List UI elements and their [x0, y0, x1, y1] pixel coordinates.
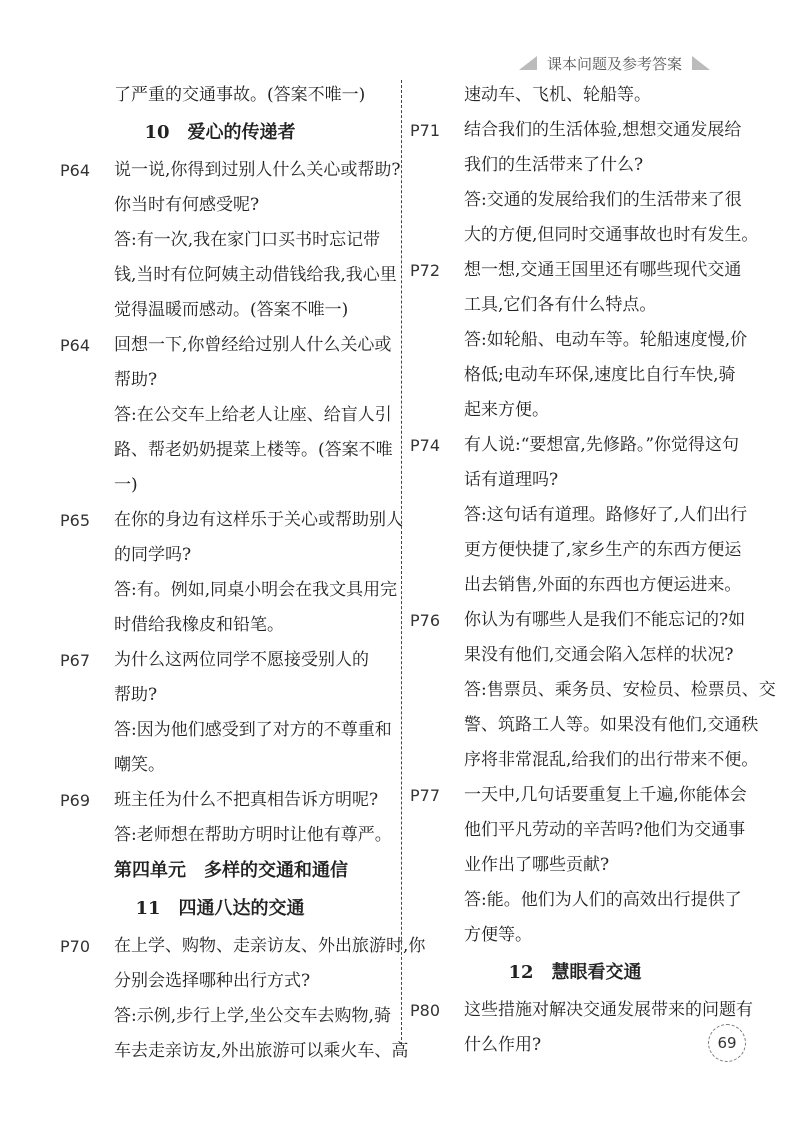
answer-line: 答:示例,步行上学,坐公交车去购物,骑: [114, 1006, 391, 1026]
answer-line: 答:如轮船、电动车等。轮船速度慢,价: [464, 330, 748, 350]
question-text: 在你的身边有这样乐于关心或帮助别人: [114, 510, 403, 530]
page-ref: P65: [60, 511, 91, 530]
question-text: 一天中,几句话要重复上千遍,你能体会: [464, 785, 747, 805]
answer-line: 方便等。: [464, 925, 532, 945]
question-line: [60, 503, 403, 538]
answer-line: 觉得温暖而感动。(答案不唯一): [114, 300, 349, 320]
page-ref: P72: [410, 261, 441, 280]
question-line: [60, 929, 426, 964]
question-line: [410, 778, 747, 813]
question-line: [60, 153, 401, 188]
question-line: 你当时有何感受呢?: [114, 195, 260, 215]
answer-line: 路、帮老奶奶提菜上楼等。(答案不唯: [114, 440, 393, 460]
page-ref: P71: [410, 121, 441, 140]
question-text: 在上学、购物、走亲访友、外出旅游时,你: [114, 936, 426, 956]
lesson-10-heading: 10 爱心的传递者: [144, 122, 296, 143]
page-ref: P80: [410, 1001, 441, 1020]
answer-line: 答:因为他们感受到了对方的不尊重和: [114, 720, 392, 740]
page-ref: P69: [60, 791, 91, 810]
page-ref: P64: [60, 161, 91, 180]
question-line: 的同学吗?: [114, 545, 192, 565]
answer-line: 格低;电动车环保,速度比自行车快,骑: [464, 365, 736, 385]
answer-line: 序将非常混乱,给我们的出行带来不便。: [464, 750, 759, 770]
question-line: [410, 428, 740, 463]
page-header: [519, 50, 710, 76]
header-title: 课本问题及参考答案: [546, 54, 682, 73]
question-line: 帮助?: [114, 685, 158, 705]
answer-line: 钱,当时有位阿姨主动借钱给我,我心里: [114, 265, 397, 285]
question-line: [60, 328, 392, 363]
answer-line: 时借给我橡皮和铅笔。: [114, 615, 284, 635]
question-text: 说一说,你得到过别人什么关心或帮助?: [114, 160, 401, 180]
header-left-triangle-icon: [519, 56, 537, 70]
question-line: 业作出了哪些贡献?: [464, 855, 610, 875]
question-line: 帮助?: [114, 370, 158, 390]
answer-line: 答:能。他们为人们的高效出行提供了: [464, 890, 742, 910]
page-number-badge: [708, 1024, 746, 1062]
question-text: 结合我们的生活体验,想想交通发展给: [464, 120, 742, 140]
answer-line: 答:售票员、乘务员、安检员、检票员、交: [464, 680, 776, 700]
answer-line: 大的方便,但同时交通事故也时有发生。: [464, 225, 759, 245]
question-line: 工具,它们各有什么特点。: [464, 295, 657, 315]
question-line: [60, 783, 380, 818]
question-text: 这些措施对解决交通发展带来的问题有: [464, 1000, 753, 1020]
answer-line: 答:交通的发展给我们的生活带来了很: [464, 190, 742, 210]
question-line: 我们的生活带来了什么?: [464, 155, 644, 175]
answer-line: 一): [114, 475, 138, 495]
question-line: [410, 113, 740, 148]
column-divider: [401, 80, 402, 1045]
question-line: [410, 993, 753, 1028]
question-text: 有人说:“要想富,先修路。”你觉得这句: [464, 435, 740, 455]
answer-line: 了严重的交通事故。(答案不唯一): [114, 85, 366, 105]
header-right-triangle-icon: [692, 56, 710, 70]
question-text: 你认为有哪些人是我们不能忘记的?如: [464, 610, 746, 630]
question-text: 想一想,交通王国里还有哪些现代交通: [464, 260, 742, 280]
question-text: 班主任为什么不把真相告诉方明呢?: [114, 790, 379, 810]
right-column: [410, 78, 776, 1063]
question-line: 分别会选择哪种出行方式?: [114, 971, 311, 991]
answer-line: 车去走亲访友,外出旅游可以乘火车、高: [114, 1041, 409, 1061]
page-ref: P70: [60, 937, 91, 956]
question-line: 他们平凡劳动的辛苦吗?他们为交通事: [464, 820, 746, 840]
page-ref: P77: [410, 786, 441, 805]
answer-line: 速动车、飞机、轮船等。: [464, 85, 651, 105]
question-line: 话有道理吗?: [464, 470, 559, 490]
question-line: 果没有他们,交通会陷入怎样的状况?: [464, 645, 734, 665]
answer-line: 答:有。例如,同桌小明会在我文具用完: [114, 580, 398, 600]
answer-line: 起来方便。: [464, 400, 549, 420]
question-line: [60, 643, 380, 678]
page-ref: P76: [410, 611, 441, 630]
answer-line: 更方便快捷了,家乡生产的东西方便运: [464, 540, 742, 560]
page-ref: P67: [60, 651, 91, 670]
question-line: [410, 603, 746, 638]
page-number: 69: [717, 1034, 737, 1052]
question-text: 为什么这两位同学不愿接受别人的: [114, 650, 369, 670]
page-ref: P64: [60, 336, 91, 355]
lesson-12-heading: 12 慧眼看交通: [508, 962, 642, 983]
lesson-11-heading: 11 四通八达的交通: [135, 898, 305, 919]
question-text: 回想一下,你曾经给过别人什么关心或: [114, 335, 392, 355]
question-line: [410, 253, 740, 288]
question-line: 什么作用?: [464, 1035, 542, 1055]
answer-line: 警、筑路工人等。如果没有他们,交通秩: [464, 715, 759, 735]
unit-4-heading: 第四单元 多样的交通和通信: [114, 860, 348, 881]
answer-line: 出去销售,外面的东西也方便运进来。: [464, 575, 742, 595]
answer-line: 答:老师想在帮助方明时让他有尊严。: [114, 825, 392, 845]
answer-line: 答:在公交车上给老人让座、给盲人引: [114, 405, 392, 425]
page-ref: P74: [410, 436, 441, 455]
answer-line: 答:有一次,我在家门口买书时忘记带: [114, 230, 381, 250]
answer-line: 答:这句话有道理。路修好了,人们出行: [464, 505, 748, 525]
answer-line: 嘲笑。: [114, 755, 165, 775]
